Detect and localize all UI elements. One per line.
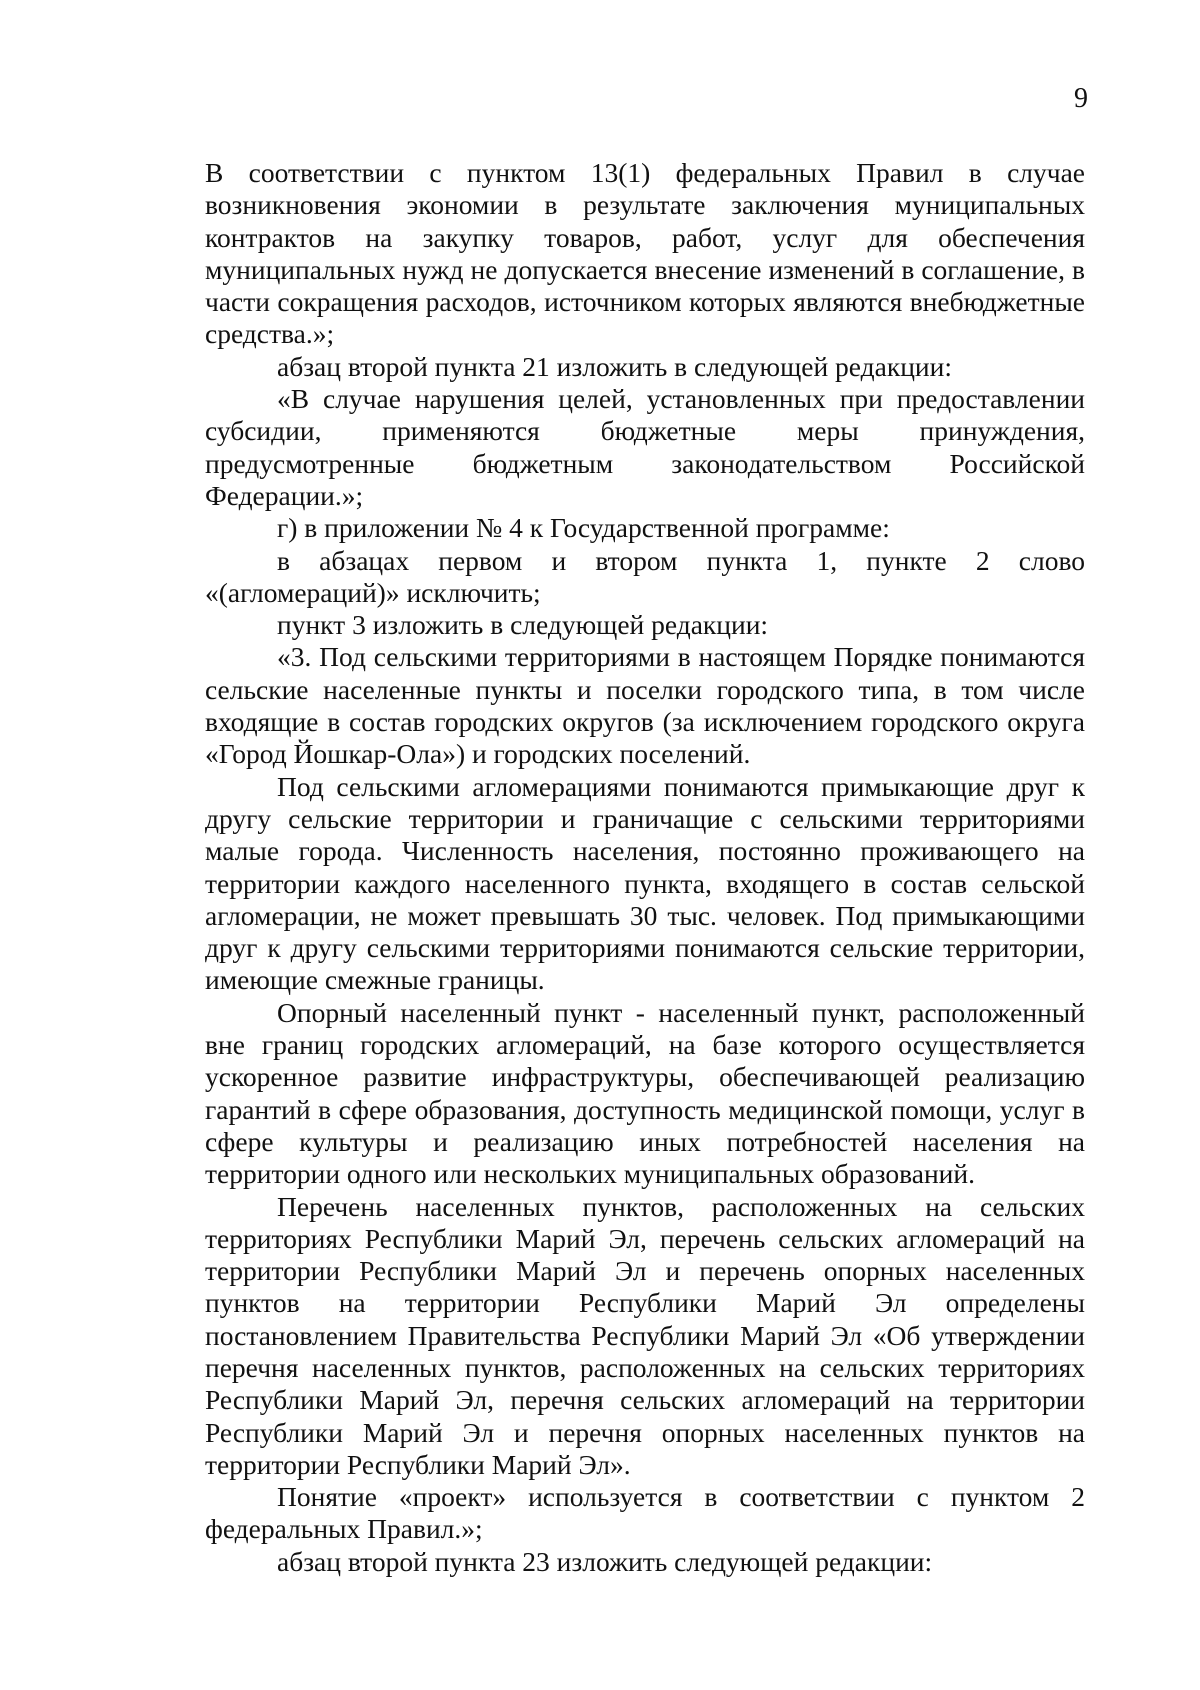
- document-body: [205, 157, 1085, 1578]
- paragraph-support-settlement: Опорный населенный пункт - населенный пункт, расположенный вне границ городских агломераций, на базе которого осуществляется ускоренное развитие инфраструктуры, обеспечивающей реализацию гарантий в сфере образования, доступность медицинской помощи, услуг в сфере культуры и реализацию иных потребностей населения на территории одного или нескольких муниципальных образований.: [205, 996, 1085, 1190]
- page-number: 9: [1074, 83, 1088, 114]
- paragraph-rural-territories: «3. Под сельскими территориями в настоящем Порядке понимаются сельские населенные пункты и поселки городского типа, в том числе входящие в состав городских округов (за исключением городского округа «Город Йошкар-Ола») и городских поселений.: [205, 641, 1085, 770]
- paragraph-amend-item-3: пункт 3 изложить в следующей редакции:: [277, 609, 769, 641]
- paragraph-rural-agglomerations: Под сельскими агломерациями понимаются примыкающие друг к другу сельские территории и граничащие с сельскими территориями малые города. Численность населения, постоянно проживающего на территории каждого населенного пункта, входящего в состав сельской агломерации, не может превышать 30 тыс. человек. Под примыкающими друг к другу сельскими территориями понимаются сельские территории, имеющие смежные границы.: [205, 770, 1085, 996]
- paragraph-exclude-word: в абзацах первом и втором пункта 1, пункте 2 слово «(агломераций)» исключить;: [205, 544, 1085, 608]
- paragraph-project-concept: Понятие «проект» используется в соответствии с пунктом 2 федеральных Правил.»;: [205, 1481, 1085, 1545]
- paragraph-amend-item-21: абзац второй пункта 21 изложить в следующей редакции:: [277, 350, 952, 382]
- paragraph-appendix-4: г) в приложении № 4 к Государственной программе:: [277, 512, 890, 544]
- paragraph-amend-item-23: абзац второй пункта 23 изложить следующей редакции:: [277, 1545, 933, 1577]
- paragraph-subsidy-violation: «В случае нарушения целей, установленных при предоставлении субсидии, применяются бюджетные меры принуждения, предусмотренные бюджетным законодательством Российской Федерации.»;: [205, 383, 1085, 511]
- paragraph-economy-clause: В соответствии с пунктом 13(1) федеральных Правил в случае возникновения экономии в результате заключения муниципальных контрактов на закупку товаров, работ, услуг для обеспечения муниципальных нужд не допускается внесение изменений в соглашение, в части сокращения расходов, источником которых являются внебюджетные средства.»;: [205, 157, 1085, 350]
- paragraph-settlement-lists: Перечень населенных пунктов, расположенных на сельских территориях Республики Марий Эл, перечень сельских агломераций на территории Республики Марий Эл и перечень опорных населенных пунктов на территории Республики Марий Эл определены постановлением Правительства Республики Марий Эл «Об утверждении перечня населенных пунктов, расположенных на сельских территориях Республики Марий Эл, перечня сельских агломераций на территории Республики Марий Эл и перечня опорных населенных пунктов на территории Республики Марий Эл».: [205, 1190, 1085, 1480]
